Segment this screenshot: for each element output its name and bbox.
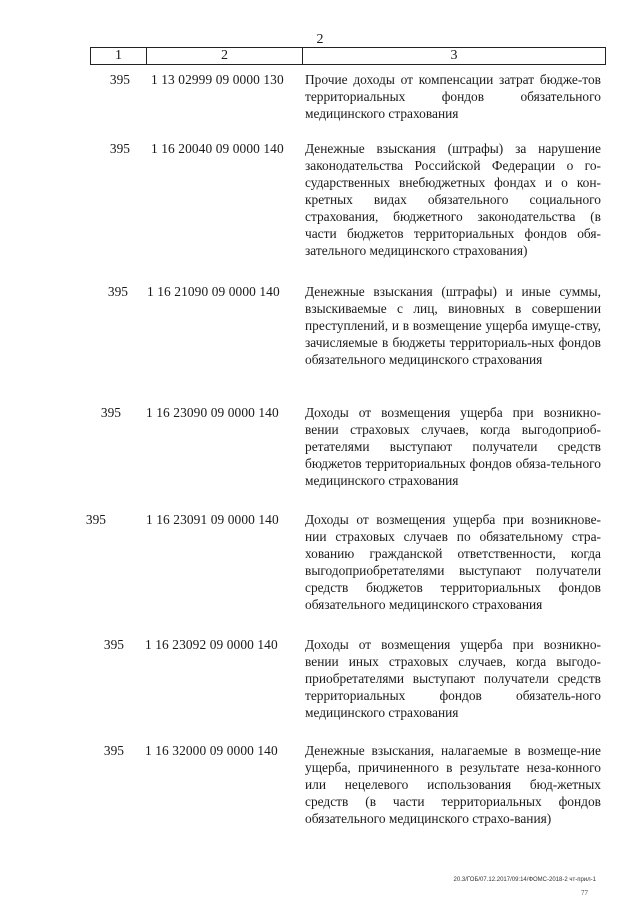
- budget-code: 1 13 02999 09 0000 130: [151, 72, 284, 87]
- budget-code: 1 16 32000 09 0000 140: [145, 743, 278, 758]
- header-col-1: 1: [91, 48, 147, 64]
- admin-code: 395: [100, 405, 121, 420]
- budget-code: 1 16 23092 09 0000 140: [145, 637, 278, 652]
- budget-code: 1 16 23091 09 0000 140: [146, 512, 279, 527]
- income-description: Прочие доходы от компенсации затрат бюдже-тов территориальных фондов обязательного медицинского страхования: [305, 72, 601, 121]
- income-description: Денежные взыскания (штрафы) за нарушение законодательства Российской Федерации о го-сударственных внебюджетных фондах и о кон-кретных видах обязательного социального страхования, бюджетного законодательства (в части бюджетов территориальных фондов обя-зательного медицинского страхования): [305, 141, 601, 258]
- document-footer-code: 20.3/ГОБ/07.12.2017/09:14/ФОМС-2018-2 чт-прил-1: [453, 877, 596, 883]
- admin-code: 395: [107, 284, 128, 299]
- header-col-2: 2: [147, 48, 303, 64]
- income-description: Денежные взыскания (штрафы) и иные суммы, взыскиваемые с лиц, виновных в совершении преступлений, и в возмещение ущерба имуще-ству, зачисляемые в бюджеты территориаль-ных фондов обязательного медицинского страхования: [305, 284, 601, 367]
- admin-code: 395: [109, 141, 130, 156]
- budget-code: 1 16 20040 09 0000 140: [151, 141, 284, 156]
- admin-code: 395: [109, 72, 130, 87]
- income-description: Доходы от возмещения ущерба при возникно-вении иных страховых случаев, когда выгодо-приобретателями выступают получатели средств территориальных фондов обязатель-ного медицинского страхования: [305, 637, 601, 720]
- budget-code: 1 16 23090 09 0000 140: [146, 405, 279, 420]
- page-mark: 77: [581, 889, 588, 897]
- admin-code: 395: [103, 637, 124, 652]
- income-description: Денежные взыскания, налагаемые в возмеще-ние ущерба, причиненного в результате неза-конного или нецелевого использования бюд-жетных средств (в части территориальных фондов обязательного медицинского страхо-вания): [305, 743, 601, 826]
- table-header: [90, 47, 606, 65]
- page-number: 2: [316, 32, 324, 47]
- admin-code: 395: [85, 512, 106, 527]
- income-description: Доходы от возмещения ущерба при возникно-вении страховых случаев, когда выгодоприоб-ретателями выступают получатели средств бюджетов территориальных фондов обяза-тельного медицинского страхования: [305, 405, 601, 488]
- budget-code: 1 16 21090 09 0000 140: [147, 284, 280, 299]
- admin-code: 395: [103, 743, 124, 758]
- income-description: Доходы от возмещения ущерба при возникнове-нии страховых случаев по обязательному стра-хованию гражданской ответственности, когда выгодоприобретателями выступают получатели средств бюджетов территориальных фондов обязательного медицинского страхования: [305, 512, 601, 612]
- header-col-3: 3: [450, 48, 458, 63]
